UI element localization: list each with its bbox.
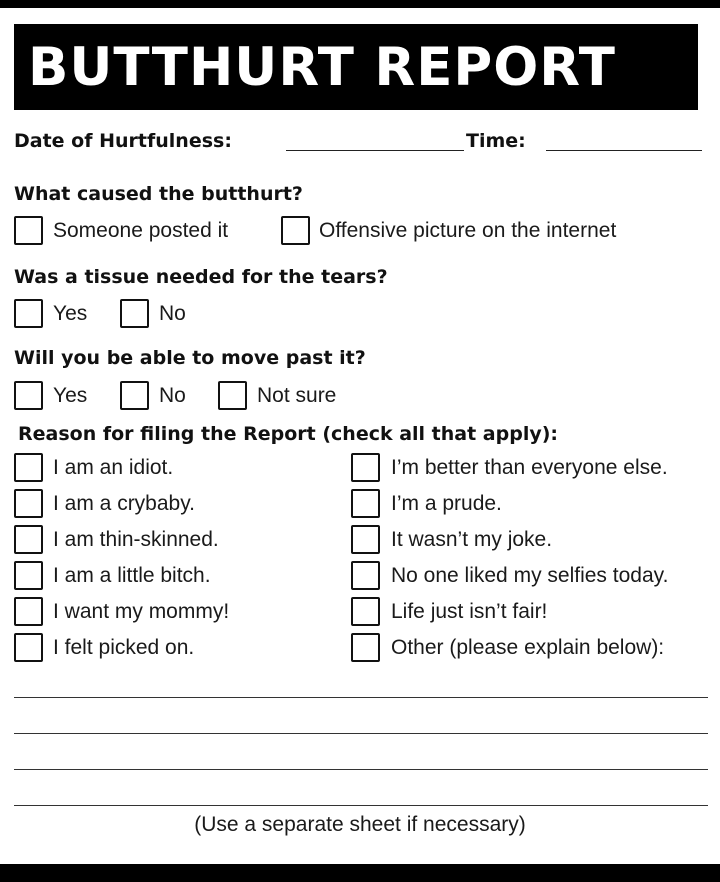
explanation-line[interactable]	[14, 697, 708, 698]
reason-label: I want my mommy!	[53, 600, 230, 623]
reason-label: Other (please explain below):	[391, 636, 665, 659]
reason-label: I’m better than everyone else.	[391, 456, 668, 479]
bottom-border	[0, 864, 720, 882]
checkbox-reason-right[interactable]	[351, 489, 380, 518]
checkbox-reason-right[interactable]	[351, 525, 380, 554]
footnote: (Use a separate sheet if necessary)	[194, 813, 526, 836]
option-label: Offensive picture on the internet	[319, 219, 617, 242]
checkbox-move-past-yes[interactable]	[14, 381, 43, 410]
checkbox-tissue-no[interactable]	[120, 299, 149, 328]
checkbox-reason-left[interactable]	[14, 561, 43, 590]
checkbox-tissue-yes[interactable]	[14, 299, 43, 328]
checkbox-someone-posted-it[interactable]	[14, 216, 43, 245]
checkbox-reason-right[interactable]	[351, 453, 380, 482]
checkbox-reason-right[interactable]	[351, 561, 380, 590]
checkbox-reason-left[interactable]	[14, 453, 43, 482]
checkbox-reason-left[interactable]	[14, 489, 43, 518]
explanation-line[interactable]	[14, 733, 708, 734]
reason-label: I am a crybaby.	[53, 492, 195, 515]
reason-label: Life just isn’t fair!	[391, 600, 548, 623]
explanation-line[interactable]	[14, 769, 708, 770]
reason-label: No one liked my selfies today.	[391, 564, 669, 587]
checkbox-offensive-picture[interactable]	[281, 216, 310, 245]
checkbox-reason-right[interactable]	[351, 633, 380, 662]
report-title: BUTTHURT REPORT	[28, 37, 616, 98]
reason-label: I’m a prude.	[391, 492, 502, 515]
reason-label: I am thin-skinned.	[53, 528, 219, 551]
top-border	[0, 0, 720, 8]
reason-label: I felt picked on.	[53, 636, 195, 659]
checkbox-reason-right[interactable]	[351, 597, 380, 626]
option-label: Yes	[53, 302, 88, 325]
date-label: Date of Hurtfulness:	[14, 130, 232, 152]
checkbox-reason-left[interactable]	[14, 633, 43, 662]
option-label: Not sure	[257, 384, 337, 407]
reason-label: It wasn’t my joke.	[391, 528, 553, 551]
option-label: No	[159, 384, 186, 407]
time-label: Time:	[466, 130, 526, 152]
question-tissue: Was a tissue needed for the tears?	[14, 266, 388, 288]
checkbox-reason-left[interactable]	[14, 525, 43, 554]
checkbox-move-past-no[interactable]	[120, 381, 149, 410]
question-move-past: Will you be able to move past it?	[14, 347, 366, 369]
reasons-heading: Reason for filing the Report (check all that apply):	[18, 423, 559, 445]
option-label: No	[159, 302, 186, 325]
option-label: Yes	[53, 384, 88, 407]
time-field[interactable]	[546, 150, 702, 151]
reason-label: I am a little bitch.	[53, 564, 211, 587]
checkbox-move-past-not-sure[interactable]	[218, 381, 247, 410]
option-label: Someone posted it	[53, 219, 229, 242]
question-cause: What caused the butthurt?	[14, 183, 303, 205]
date-field[interactable]	[286, 150, 464, 151]
checkbox-reason-left[interactable]	[14, 597, 43, 626]
reason-label: I am an idiot.	[53, 456, 174, 479]
explanation-line[interactable]	[14, 805, 708, 806]
